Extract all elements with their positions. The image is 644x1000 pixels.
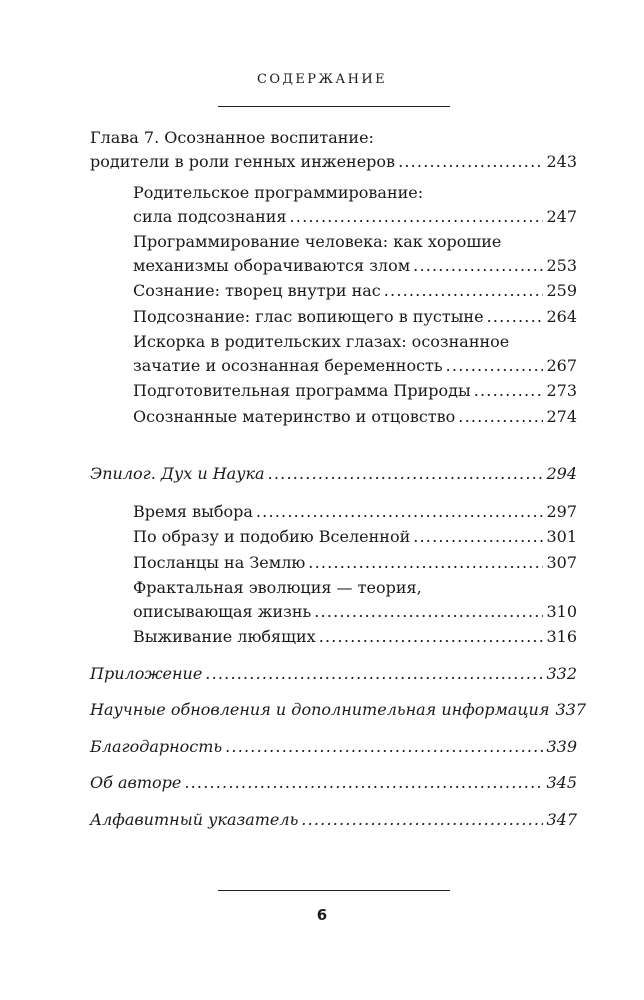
dot-leader xyxy=(319,625,544,649)
toc-entry-title: Подсознание: глас вопиющего в пустыне xyxy=(133,306,484,326)
toc-entry-appendix[interactable] xyxy=(90,662,577,686)
toc-entry-section[interactable] xyxy=(133,230,577,277)
toc-entry-title: Подготовительная программа Природы xyxy=(133,381,471,400)
dot-leader xyxy=(384,279,544,303)
toc-entry-title-line1: Глава 7. Осознанное воспитание: xyxy=(90,128,374,147)
toc-page-number: 294 xyxy=(546,464,577,483)
toc-entry-title-line1: Программирование человека: как хорошие xyxy=(133,232,502,251)
dot-leader xyxy=(301,808,543,832)
toc-page-number: 264 xyxy=(546,306,577,326)
dot-leader xyxy=(308,551,543,575)
toc-entry-title: Об авторе xyxy=(90,773,182,792)
toc-page-number: 310 xyxy=(546,601,577,621)
toc-entry-section[interactable] xyxy=(133,181,577,228)
dot-leader xyxy=(413,254,543,278)
dot-leader xyxy=(413,525,543,549)
toc-page-number: 243 xyxy=(546,151,577,171)
toc-page-number: 247 xyxy=(546,206,577,226)
toc-entry-title: Научные обновления и дополнительная информация xyxy=(90,700,550,719)
toc-entry-section[interactable] xyxy=(133,279,577,303)
dot-leader xyxy=(205,662,543,686)
toc-entry-title-line2: родители в роли генных инженеров xyxy=(90,151,396,171)
toc-page-number: 253 xyxy=(546,255,577,275)
toc-entry-about-author[interactable] xyxy=(90,771,577,795)
toc-page-number: 267 xyxy=(546,355,577,375)
toc-page-number: 273 xyxy=(546,381,577,400)
toc-page-number: 274 xyxy=(546,406,577,426)
page-number: 6 xyxy=(316,906,328,924)
dot-leader xyxy=(256,500,544,524)
toc-entry-title: По образу и подобию Вселенной xyxy=(133,527,411,546)
dot-leader xyxy=(458,405,543,429)
toc-page-number: 332 xyxy=(546,663,577,683)
toc-entry-title-line2: зачатие и осознанная беременность xyxy=(133,355,443,375)
toc-entry-title-line1: Искорка в родительских глазах: осознанное xyxy=(133,332,510,351)
toc-entry-section[interactable] xyxy=(133,500,577,524)
toc-entry-title: Благодарность xyxy=(90,736,223,756)
dot-leader xyxy=(225,735,543,759)
toc-page-number: 337 xyxy=(555,700,586,719)
toc-entry-section[interactable] xyxy=(133,330,577,377)
toc-entry-title: Эпилог. Дух и Наука xyxy=(90,464,265,483)
toc-entry-title-line1: Фрактальная эволюция — теория, xyxy=(133,578,422,597)
dot-leader xyxy=(184,771,543,795)
footer-rule xyxy=(218,890,450,891)
toc-page-number: 339 xyxy=(546,736,577,756)
toc-entry-title-line2: описывающая жизнь xyxy=(133,601,312,621)
toc-entry-chapter-7[interactable] xyxy=(90,126,577,173)
toc-page-number: 316 xyxy=(546,627,577,646)
toc-entry-acknowledgements[interactable] xyxy=(90,735,577,759)
toc-entry-section[interactable] xyxy=(133,379,577,403)
toc-entry-title-line2: механизмы оборачиваются злом xyxy=(133,255,411,275)
header-rule xyxy=(218,106,450,107)
toc-entry-title: Сознание: творец внутри нас xyxy=(133,281,381,300)
toc-entry-epilogue[interactable] xyxy=(90,462,577,486)
toc-entry-title: Осознанные материнство и отцовство xyxy=(133,406,456,426)
table-of-contents xyxy=(90,126,586,831)
toc-entry-title-line2: сила подсознания xyxy=(133,206,287,226)
dot-leader xyxy=(314,600,543,624)
toc-entry-title: Время выбора xyxy=(133,501,253,521)
toc-entry-title: Алфавитный указатель xyxy=(90,809,299,829)
toc-entry-title: Посланцы на Землю xyxy=(133,552,306,572)
toc-entry-index[interactable] xyxy=(90,808,577,832)
toc-entry-title-line1: Родительское программирование: xyxy=(133,183,424,202)
toc-page-number: 307 xyxy=(546,552,577,572)
dot-leader xyxy=(487,305,544,329)
toc-entry-section[interactable] xyxy=(133,525,577,549)
dot-leader xyxy=(398,150,543,174)
toc-page-number: 345 xyxy=(546,773,577,792)
dot-leader xyxy=(290,205,544,229)
toc-page-number: 259 xyxy=(546,281,577,300)
toc-page-number: 347 xyxy=(546,809,577,829)
toc-entry-title: Приложение xyxy=(90,663,203,683)
toc-entry-section[interactable] xyxy=(133,305,577,329)
toc-entry-title: Выживание любящих xyxy=(133,627,316,646)
toc-page-number: 301 xyxy=(546,527,577,546)
toc-entry-section[interactable] xyxy=(133,625,577,649)
toc-entry-section[interactable] xyxy=(133,576,577,623)
toc-entry-section[interactable] xyxy=(133,551,577,575)
running-header: СОДЕРЖАНИЕ xyxy=(256,72,388,87)
toc-entry-section[interactable] xyxy=(133,405,577,429)
toc-entry-updates[interactable] xyxy=(90,698,586,722)
dot-leader xyxy=(268,462,544,486)
dot-leader xyxy=(446,354,544,378)
toc-page-number: 297 xyxy=(546,501,577,521)
dot-leader xyxy=(474,379,544,403)
